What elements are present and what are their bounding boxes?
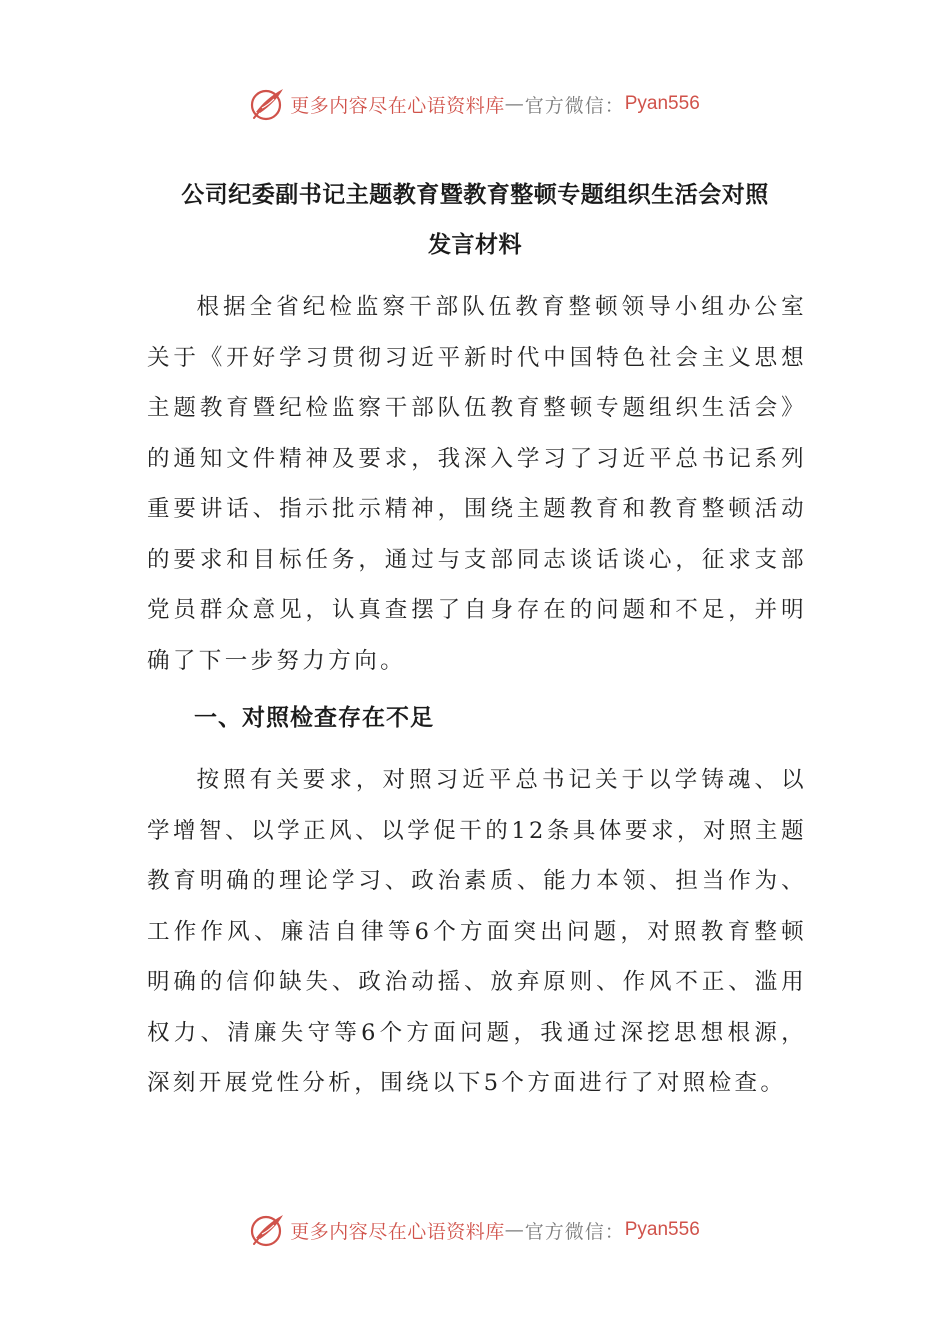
- watermark-footer: [0, 1210, 950, 1250]
- watermark-wechat-id: Pyan556: [624, 1219, 700, 1240]
- section-1-heading: 一、对照检查存在不足: [194, 705, 434, 731]
- watermark-wechat-label: 官方微信：: [524, 1220, 625, 1243]
- intro-paragraph: 根据全省纪检监察干部队伍教育整顿领导小组办公室关于《开好学习贯彻习近平新时代中国特色社会主义思想主题教育暨纪检监察干部队伍教育整顿专题组织生活会》的通知文件精神及要求，我深入学习了习近平总书记系列重要讲话、指示批示精神，围绕主题教育和教育整顿活动的要求和目标任务，通过与支部同志谈话谈心，征求支部党员群众意见，认真查摆了自身存在的问题和不足，并明确了下一步努力方向。: [147, 294, 807, 674]
- quill-logo-icon: [250, 86, 286, 122]
- document-title-line-1: 公司纪委副书记主题教育暨教育整顿专题组织生活会对照: [181, 182, 769, 208]
- watermark-dash: —: [504, 93, 525, 115]
- document-title-line-2: 发言材料: [428, 232, 522, 258]
- section-1-paragraph: 按照有关要求，对照习近平总书记关于以学铸魂、以学增智、以学正风、以学促干的12条具体要求，对照主题教育明确的理论学习、政治素质、能力本领、担当作为、工作作风、廉洁自律等6个方面突出问题，对照教育整顿明确的信仰缺失、政治动摇、放弃原则、作风不正、滥用权力、清廉失守等6个方面问题，我通过深挖思想根源，深刻开展党性分析，围绕以下5个方面进行了对照检查。: [147, 767, 807, 1096]
- watermark-wechat-id: Pyan556: [624, 93, 700, 114]
- watermark-header: [0, 84, 950, 124]
- watermark-wechat-label: 官方微信：: [524, 94, 625, 117]
- watermark-site-text: 更多内容尽在心语资料库: [290, 1220, 505, 1243]
- watermark-dash: —: [504, 1219, 525, 1241]
- watermark-site-text: 更多内容尽在心语资料库: [290, 94, 505, 117]
- quill-logo-icon: [250, 1212, 286, 1248]
